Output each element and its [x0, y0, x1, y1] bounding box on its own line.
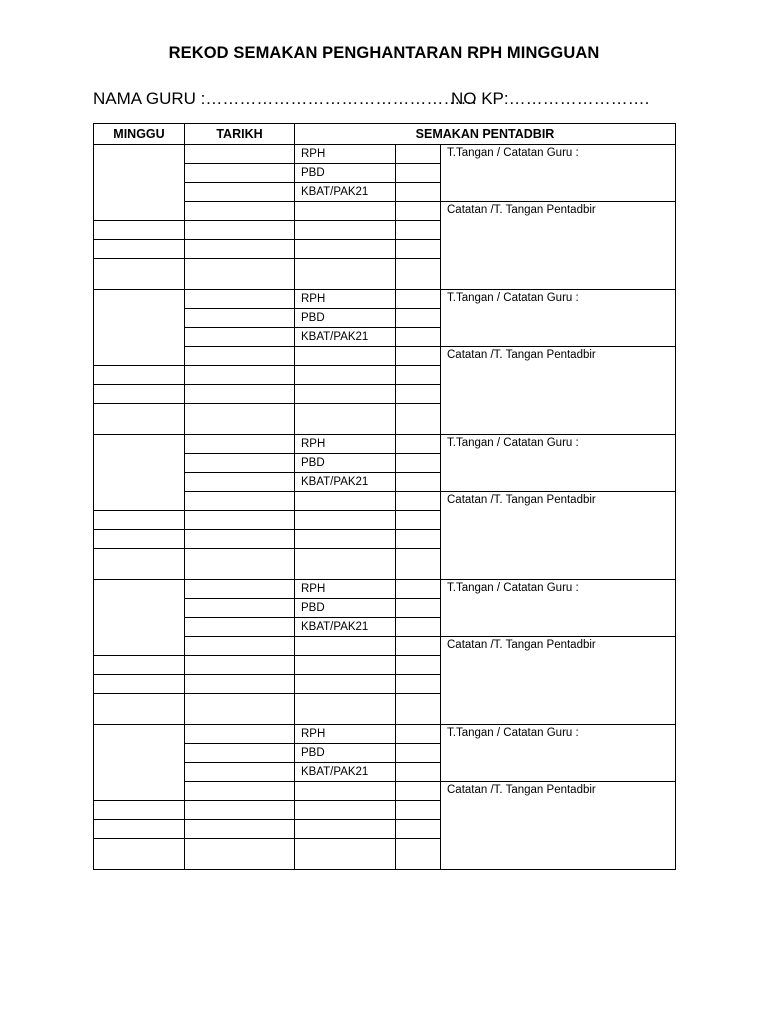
date-cell[interactable] [185, 366, 295, 385]
teacher-signature-note[interactable]: T.Tangan / Catatan Guru : [441, 145, 676, 202]
date-cell[interactable] [185, 385, 295, 404]
check-item-label [295, 385, 396, 404]
date-cell[interactable] [185, 694, 295, 725]
admin-signature-note[interactable]: Catatan /T. Tangan Pentadbir [441, 782, 676, 870]
check-mark-cell[interactable] [396, 675, 441, 694]
check-item-label [295, 366, 396, 385]
check-mark-cell[interactable] [396, 202, 441, 221]
date-cell[interactable] [185, 492, 295, 511]
check-item-label [295, 347, 396, 366]
check-mark-cell[interactable] [396, 385, 441, 404]
date-cell[interactable] [185, 183, 295, 202]
check-mark-cell[interactable] [396, 839, 441, 870]
week-cell[interactable] [94, 694, 185, 725]
date-cell[interactable] [185, 782, 295, 801]
check-item-label [295, 492, 396, 511]
check-item-label: PBD [295, 454, 396, 473]
header-minggu: MINGGU [94, 124, 185, 145]
table-row [94, 145, 676, 164]
check-mark-cell[interactable] [396, 240, 441, 259]
date-cell[interactable] [185, 675, 295, 694]
check-item-label: RPH [295, 580, 396, 599]
week-cell[interactable] [94, 435, 185, 511]
check-mark-cell[interactable] [396, 366, 441, 385]
check-item-label [295, 656, 396, 675]
check-item-label: KBAT/PAK21 [295, 473, 396, 492]
date-cell[interactable] [185, 240, 295, 259]
date-cell[interactable] [185, 221, 295, 240]
date-cell[interactable] [185, 763, 295, 782]
check-mark-cell[interactable] [396, 782, 441, 801]
check-mark-cell[interactable] [396, 164, 441, 183]
week-cell[interactable] [94, 385, 185, 404]
admin-signature-note[interactable]: Catatan /T. Tangan Pentadbir [441, 492, 676, 580]
week-cell[interactable] [94, 259, 185, 290]
week-cell[interactable] [94, 675, 185, 694]
check-item-label: RPH [295, 290, 396, 309]
date-cell[interactable] [185, 656, 295, 675]
week-cell[interactable] [94, 839, 185, 870]
check-mark-cell[interactable] [396, 511, 441, 530]
check-item-label [295, 782, 396, 801]
admin-signature-note[interactable]: Catatan /T. Tangan Pentadbir [441, 347, 676, 435]
check-item-label: KBAT/PAK21 [295, 183, 396, 202]
date-cell[interactable] [185, 580, 295, 599]
teacher-signature-note[interactable]: T.Tangan / Catatan Guru : [441, 725, 676, 782]
check-item-label [295, 549, 396, 580]
check-item-label [295, 511, 396, 530]
check-mark-cell[interactable] [396, 492, 441, 511]
check-item-label: PBD [295, 744, 396, 763]
check-item-label [295, 202, 396, 221]
check-item-label: RPH [295, 725, 396, 744]
check-item-label [295, 694, 396, 725]
table-row [94, 580, 676, 599]
week-cell[interactable] [94, 530, 185, 549]
date-cell[interactable] [185, 404, 295, 435]
week-cell[interactable] [94, 145, 185, 221]
check-item-label [295, 530, 396, 549]
header-semakan-pentadbir: SEMAKAN PENTADBIR [295, 124, 676, 145]
date-cell[interactable] [185, 637, 295, 656]
check-mark-cell[interactable] [396, 599, 441, 618]
date-cell[interactable] [185, 145, 295, 164]
date-cell[interactable] [185, 202, 295, 221]
check-item-label [295, 240, 396, 259]
week-cell[interactable] [94, 404, 185, 435]
check-item-label: KBAT/PAK21 [295, 763, 396, 782]
header-row [94, 124, 676, 145]
check-item-label [295, 259, 396, 290]
check-item-label [295, 820, 396, 839]
date-cell[interactable] [185, 328, 295, 347]
check-mark-cell[interactable] [396, 820, 441, 839]
admin-signature-note[interactable]: Catatan /T. Tangan Pentadbir [441, 637, 676, 725]
week-cell[interactable] [94, 801, 185, 820]
date-cell[interactable] [185, 530, 295, 549]
date-cell[interactable] [185, 347, 295, 366]
header-tarikh: TARIKH [185, 124, 295, 145]
week-cell[interactable] [94, 820, 185, 839]
table-row [94, 725, 676, 744]
week-cell[interactable] [94, 221, 185, 240]
check-mark-cell[interactable] [396, 549, 441, 580]
date-cell[interactable] [185, 549, 295, 580]
check-mark-cell[interactable] [396, 259, 441, 290]
check-item-label: KBAT/PAK21 [295, 328, 396, 347]
ic-number-field: NO KP:……………………. [451, 89, 650, 108]
check-mark-cell[interactable] [396, 328, 441, 347]
check-mark-cell[interactable] [396, 145, 441, 164]
check-item-label: RPH [295, 145, 396, 164]
teacher-signature-note[interactable]: T.Tangan / Catatan Guru : [441, 290, 676, 347]
check-item-label [295, 675, 396, 694]
teacher-signature-note[interactable]: T.Tangan / Catatan Guru : [441, 435, 676, 492]
check-item-label [295, 637, 396, 656]
week-cell[interactable] [94, 366, 185, 385]
check-mark-cell[interactable] [396, 290, 441, 309]
check-mark-cell[interactable] [396, 454, 441, 473]
date-cell[interactable] [185, 820, 295, 839]
check-mark-cell[interactable] [396, 763, 441, 782]
check-item-label [295, 839, 396, 870]
check-item-label [295, 801, 396, 820]
week-cell[interactable] [94, 240, 185, 259]
check-item-label: RPH [295, 435, 396, 454]
date-cell[interactable] [185, 164, 295, 183]
date-cell[interactable] [185, 309, 295, 328]
check-mark-cell[interactable] [396, 221, 441, 240]
check-mark-cell[interactable] [396, 618, 441, 637]
check-mark-cell[interactable] [396, 347, 441, 366]
date-cell[interactable] [185, 511, 295, 530]
table-row [94, 290, 676, 309]
date-cell[interactable] [185, 435, 295, 454]
date-cell[interactable] [185, 259, 295, 290]
week-cell[interactable] [94, 725, 185, 801]
check-item-label [295, 404, 396, 435]
week-cell[interactable] [94, 511, 185, 530]
week-cell[interactable] [94, 290, 185, 366]
teacher-name-field: NAMA GURU :………………………………………… [93, 89, 478, 108]
review-table [93, 123, 676, 870]
check-mark-cell[interactable] [396, 309, 441, 328]
check-item-label: PBD [295, 309, 396, 328]
check-item-label: PBD [295, 599, 396, 618]
check-mark-cell[interactable] [396, 744, 441, 763]
date-cell[interactable] [185, 290, 295, 309]
check-mark-cell[interactable] [396, 725, 441, 744]
date-cell[interactable] [185, 599, 295, 618]
check-item-label [295, 221, 396, 240]
check-item-label: KBAT/PAK21 [295, 618, 396, 637]
check-item-label: PBD [295, 164, 396, 183]
check-mark-cell[interactable] [396, 530, 441, 549]
check-mark-cell[interactable] [396, 404, 441, 435]
page-title: REKOD SEMAKAN PENGHANTARAN RPH MINGGUAN [168, 44, 600, 62]
check-mark-cell[interactable] [396, 801, 441, 820]
date-cell[interactable] [185, 618, 295, 637]
check-mark-cell[interactable] [396, 435, 441, 454]
week-cell[interactable] [94, 580, 185, 656]
check-mark-cell[interactable] [396, 473, 441, 492]
table-row [94, 435, 676, 454]
teacher-signature-note[interactable]: T.Tangan / Catatan Guru : [441, 580, 676, 637]
date-cell[interactable] [185, 454, 295, 473]
check-mark-cell[interactable] [396, 637, 441, 656]
date-cell[interactable] [185, 801, 295, 820]
week-cell[interactable] [94, 656, 185, 675]
week-cell[interactable] [94, 549, 185, 580]
date-cell[interactable] [185, 744, 295, 763]
check-mark-cell[interactable] [396, 183, 441, 202]
admin-signature-note[interactable]: Catatan /T. Tangan Pentadbir [441, 202, 676, 290]
date-cell[interactable] [185, 725, 295, 744]
check-mark-cell[interactable] [396, 656, 441, 675]
date-cell[interactable] [185, 473, 295, 492]
check-mark-cell[interactable] [396, 694, 441, 725]
date-cell[interactable] [185, 839, 295, 870]
check-mark-cell[interactable] [396, 580, 441, 599]
